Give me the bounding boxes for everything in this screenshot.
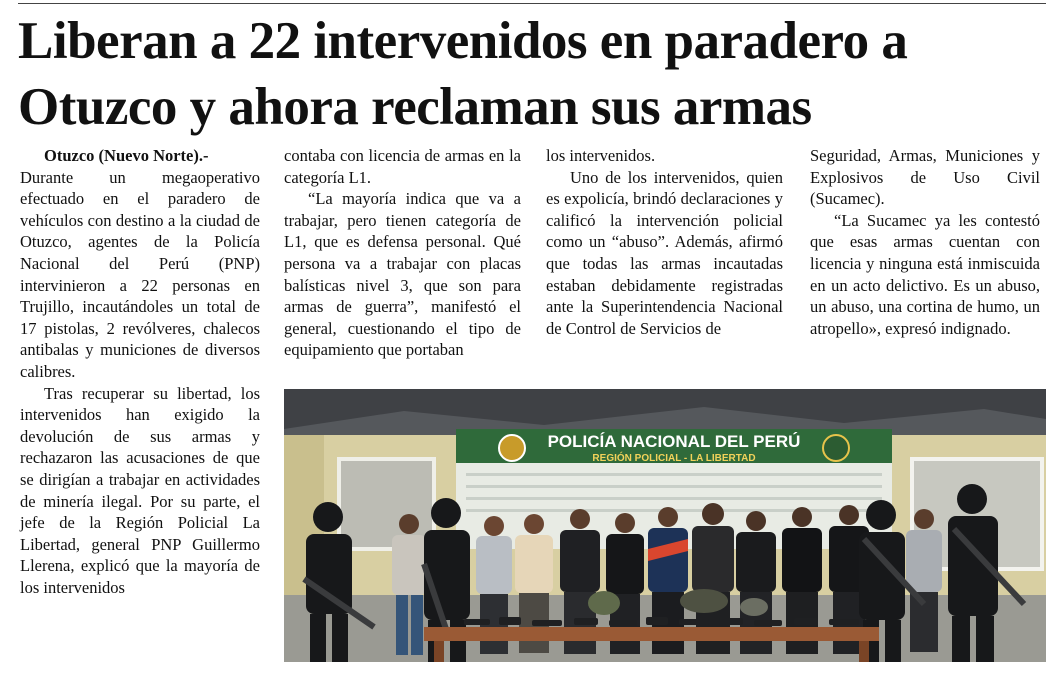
article-column-1 [20,145,260,598]
article-column-2 [284,145,521,361]
paragraph-text: Durante un megaoperativo efectuado en el paradero de vehículos con destino a la ciudad de Otuzco, agentes de la Policía Nacional del Perú (PNP) intervinieron a 22 personas en Trujillo, incautándoles un total de 17 pistolas, 2 revólveres, chalecos antibalas y municiones de diversos calibres. [20,167,260,381]
bulletproof-vest [588,591,620,615]
paragraph: “La Sucamec ya les contestó que esas armas cuentan con licencia y ninguna está inmiscuida en un acto delictivo. Es un abuso, un abuso, una cortina de humo, un atropello», expresó indignado. [810,210,1040,338]
paragraph: Tras recuperar su libertad, los intervenidos han exigido la devolución de sus armas y rechazaron las acusaciones de que se dirigían a trabajar en actividades de minería ilegal. Por su parte, el jefe de la Región Policial La Libertad, general PNP Guillermo Llerena, explicó que la mayoría de los intervenidos [20,383,260,597]
paragraph: “La mayoría indica que va a trabajar, pero tienen categoría de L1, que es defensa personal. Qué persona va a trabajar con placas balísticas nivel 3, que son para armas de guerra”, manifestó el general, cuestionando el tipo de equipamiento que portaban [284,189,521,360]
paragraph: contaba con licencia de armas en la categoría L1. [284,146,521,187]
police-emblem-left [499,435,525,461]
person [906,509,942,652]
paragraph: los intervenidos. [546,146,656,165]
article-column-3 [546,145,783,339]
news-photo [284,389,1046,662]
paragraph [20,145,260,383]
police-emblem-right [823,435,849,461]
paragraph: Seguridad, Armas, Municiones y Explosivos de Uso Civil (Sucamec). [810,146,1040,209]
headline-line-2: Otuzco y ahora reclaman sus armas [18,78,812,136]
headline-line-1: Liberan a 22 intervenidos en paradero a [18,12,908,70]
table-top [424,627,879,641]
bulletproof-vest [740,598,768,616]
photo-scene [284,389,1046,662]
banner-subtitle: REGIÓN POLICIAL - LA LIBERTAD [592,453,756,464]
banner-title: POLICÍA NACIONAL DEL PERÚ [547,432,801,451]
dateline: Otuzco (Nuevo Norte).- [44,146,209,165]
article-column-4 [810,145,1040,339]
paragraph: Uno de los intervenidos, quien es expolicía, brindó declaraciones y calificó la intervención policial como un “abuso”. Además, afirmó que todas las armas incautadas estaban debidamente registradas ante la Superintendencia Nacional de Control de Servicios de [546,167,783,338]
headline [18,8,1048,140]
bulletproof-vest [680,589,728,613]
top-rule [18,3,1046,4]
